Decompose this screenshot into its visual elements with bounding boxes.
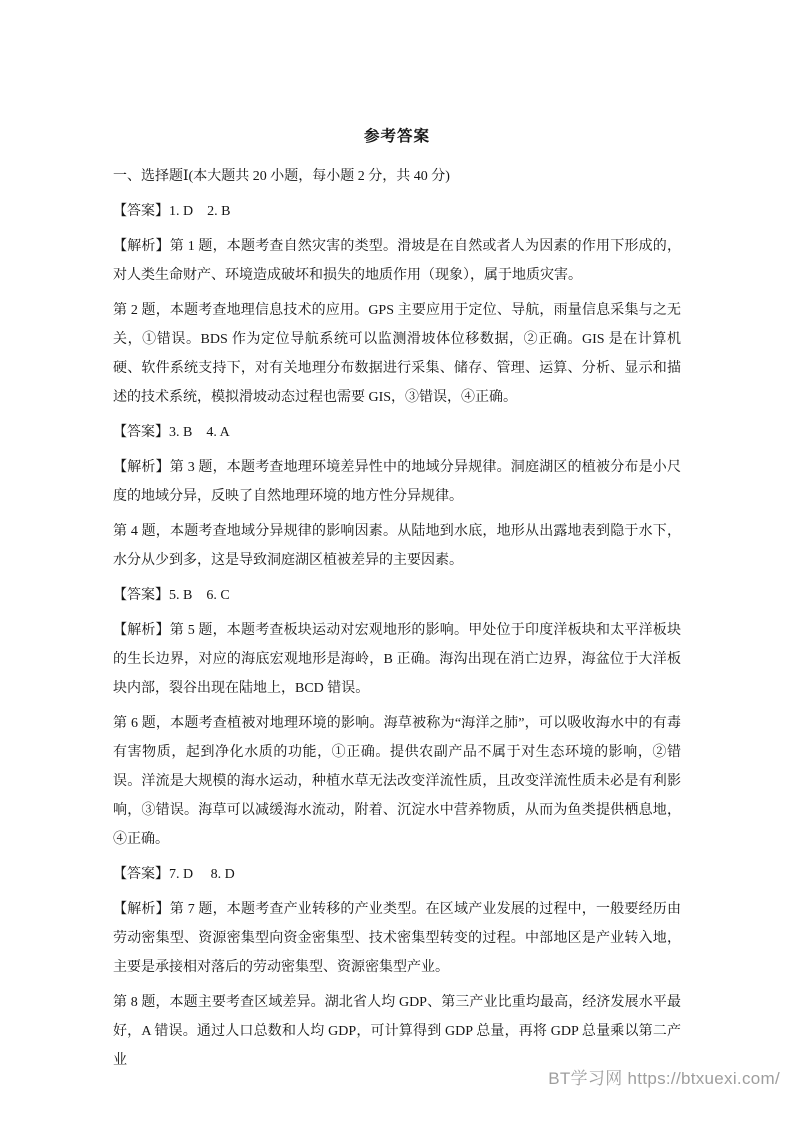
- analysis-q7: 【解析】第 7 题，本题考查产业转移的产业类型。在区域产业发展的过程中，一般要经历由劳动密集型、资源密集型向资金密集型、技术密集型转变的过程。中部地区是产业转入地，主要是承接相对落后的劳动密集型、资源密集型产业。: [113, 902, 681, 975]
- site-watermark: [548, 1064, 780, 1089]
- analysis-q6: 第 6 题，本题考查植被对地理环境的影响。海草被称为“海洋之肺”，可以吸收海水中的有毒有害物质，起到净化水质的功能，①正确。提供农副产品不属于对生态环境的影响，②错误。洋流是大规模的海水运动，种植水草无法改变洋流性质，且改变洋流性质未必是有利影响，③错误。海草可以减缓海水流动，附着、沉淀水中营养物质，从而为鱼类提供栖息地，④正确。: [113, 716, 681, 847]
- answer-line-q7-q8: 【答案】7. D 8. D: [113, 867, 235, 882]
- answer-line-q1-q2: 【答案】1. D 2. B: [113, 204, 231, 219]
- answer-line-q3-q4: 【答案】3. B 4. A: [113, 425, 230, 440]
- analysis-q8: 第 8 题，本题主要考查区域差异。湖北省人均 GDP、第三产业比重均最高，经济发展水平最好，A 错误。通过人口总数和人均 GDP，可计算得到 GDP 总量，再将 GDP 总量乘以第二产业: [113, 995, 681, 1068]
- page-title: [113, 126, 681, 148]
- analysis-q4: 第 4 题，本题考查地域分异规律的影响因素。从陆地到水底，地形从出露地表到隐于水下，水分从少到多，这是导致洞庭湖区植被差异的主要因素。: [113, 524, 681, 568]
- site-watermark-text: BT学习网 https://btxuexi.com/: [548, 1069, 780, 1088]
- section-heading: 一、选择题Ⅰ(本大题共 20 小题，每小题 2 分，共 40 分): [113, 169, 450, 184]
- answer-line-q5-q6: 【答案】5. B 6. C: [113, 588, 230, 603]
- page-title-text: 参考答案: [363, 128, 430, 145]
- analysis-q1: 【解析】第 1 题，本题考查自然灾害的类型。滑坡是在自然或者人为因素的作用下形成的，对人类生命财产、环境造成破坏和损失的地质作用（现象），属于地质灾害。: [113, 239, 681, 283]
- analysis-q5: 【解析】第 5 题，本题考查板块运动对宏观地形的影响。甲处位于印度洋板块和太平洋板块的生长边界，对应的海底宏观地形是海岭，B 正确。海沟出现在消亡边界，海盆位于大洋板块内部，裂谷出现在陆地上，BCD 错误。: [113, 623, 681, 696]
- analysis-q2: 第 2 题，本题考查地理信息技术的应用。GPS 主要应用于定位、导航，雨量信息采集与之无关，①错误。BDS 作为定位导航系统可以监测滑坡体位移数据，②正确。GIS 是在计算机硬、软件系统支持下，对有关地理分布数据进行采集、储存、管理、运算、分析、显示和描述的技术系统，模拟滑坡动态过程也需要 GIS，③错误，④正确。: [113, 303, 681, 405]
- analysis-q3: 【解析】第 3 题，本题考查地理环境差异性中的地域分异规律。洞庭湖区的植被分布是小尺度的地域分异，反映了自然地理环境的地方性分异规律。: [113, 460, 681, 504]
